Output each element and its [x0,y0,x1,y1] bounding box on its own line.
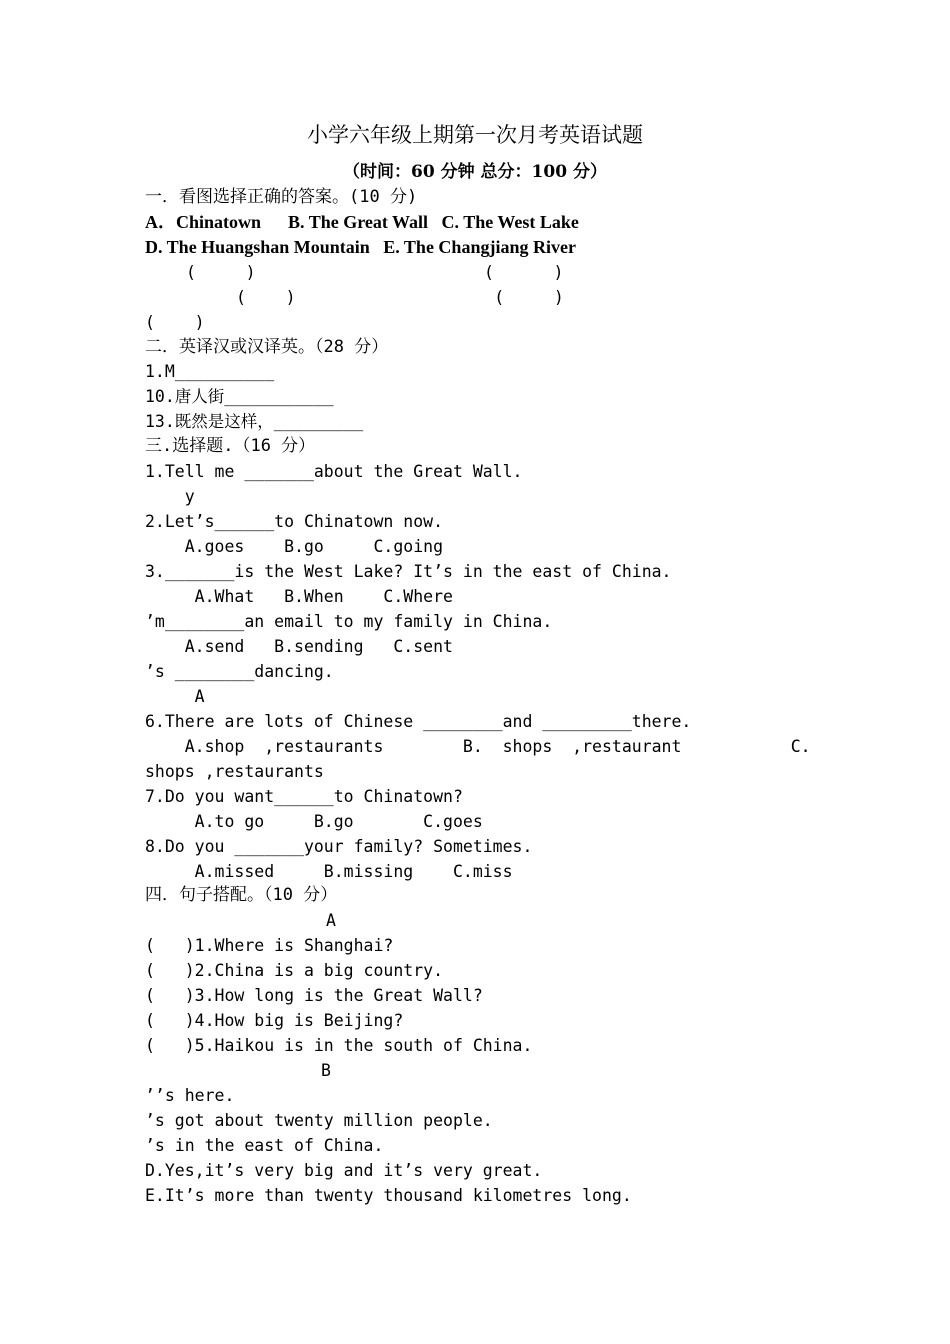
section3-line: 6.There are lots of Chinese ________and _________there. [145,712,692,731]
section3-line: 7.Do you want______to Chinatown? [145,787,463,806]
page-subtitle: （时间：60 分钟 总分：100 分） [343,162,607,182]
section1-options-line2: D. The Huangshan Mountain E. The Changjiang River [145,237,576,257]
section3-line: shops ,restaurants [145,762,324,781]
match-item-b: ’s got about twenty million people. [145,1111,493,1130]
answer-blank-row2: ( ) ( ) [236,288,564,307]
section2-item: 13.既然是这样，_________ [145,412,364,431]
section3-line: ’s ________dancing. [145,662,334,681]
section3-heading: 三.选择题.（16 分） [145,436,316,456]
match-item-a: ( )5.Haikou is in the south of China. [145,1036,533,1055]
match-item-b: ’’s here. [145,1086,235,1105]
section3-line: 2.Let’s______to Chinatown now. [145,512,444,531]
section3-line: A.missed B.missing C.miss [145,862,513,881]
section3-line: A.to go B.go C.goes [145,812,483,831]
column-a-label: A [326,911,336,930]
section3-line: 8.Do you _______your family? Sometimes. [145,837,533,856]
match-item-a: ( )2.China is a big country. [145,961,444,980]
section3-line: 3._______is the West Lake? It’s in the east of China. [145,562,672,581]
match-item-b: ’s in the east of China. [145,1136,384,1155]
section2-item: 1.M__________ [145,362,275,381]
section3-line: A.shop ,restaurants B. shops ,restaurant C. [145,737,811,756]
match-item-a: ( )4.How big is Beijing? [145,1011,404,1030]
section4-heading: 四．句子搭配。（10 分） [145,885,338,905]
match-item-a: ( )1.Where is Shanghai? [145,936,394,955]
section3-line: ’m________an email to my family in China. [145,612,553,631]
section1-options-line1: A．Chinatown B. The Great Wall C. The West Lake [145,212,579,232]
section1-heading: 一．看图选择正确的答案。(10 分) [145,187,418,207]
match-item-b: D.Yes,it’s very big and it’s very great. [145,1161,543,1180]
section2-item: 10.唐人街___________ [145,387,334,406]
match-item-a: ( )3.How long is the Great Wall? [145,986,483,1005]
section2-heading: 二．英译汉或汉译英。（28 分） [145,337,389,357]
section3-line: A.goes B.go C.going [145,537,444,556]
answer-blank-row3: ( ) [145,313,205,332]
page-title: 小学六年级上期第一次月考英语试题 [307,123,643,147]
match-item-b: E.It’s more than twenty thousand kilometres long. [145,1186,632,1205]
column-b-label: B [321,1061,331,1080]
section3-line: A [145,687,205,706]
section3-line: 1.Tell me _______about the Great Wall. [145,462,523,481]
section3-line: A.What B.When C.Where [145,587,453,606]
section3-line: A.send B.sending C.sent [145,637,453,656]
answer-blank-row1: ( ) ( ) [186,263,564,282]
section3-line: y [145,487,195,506]
